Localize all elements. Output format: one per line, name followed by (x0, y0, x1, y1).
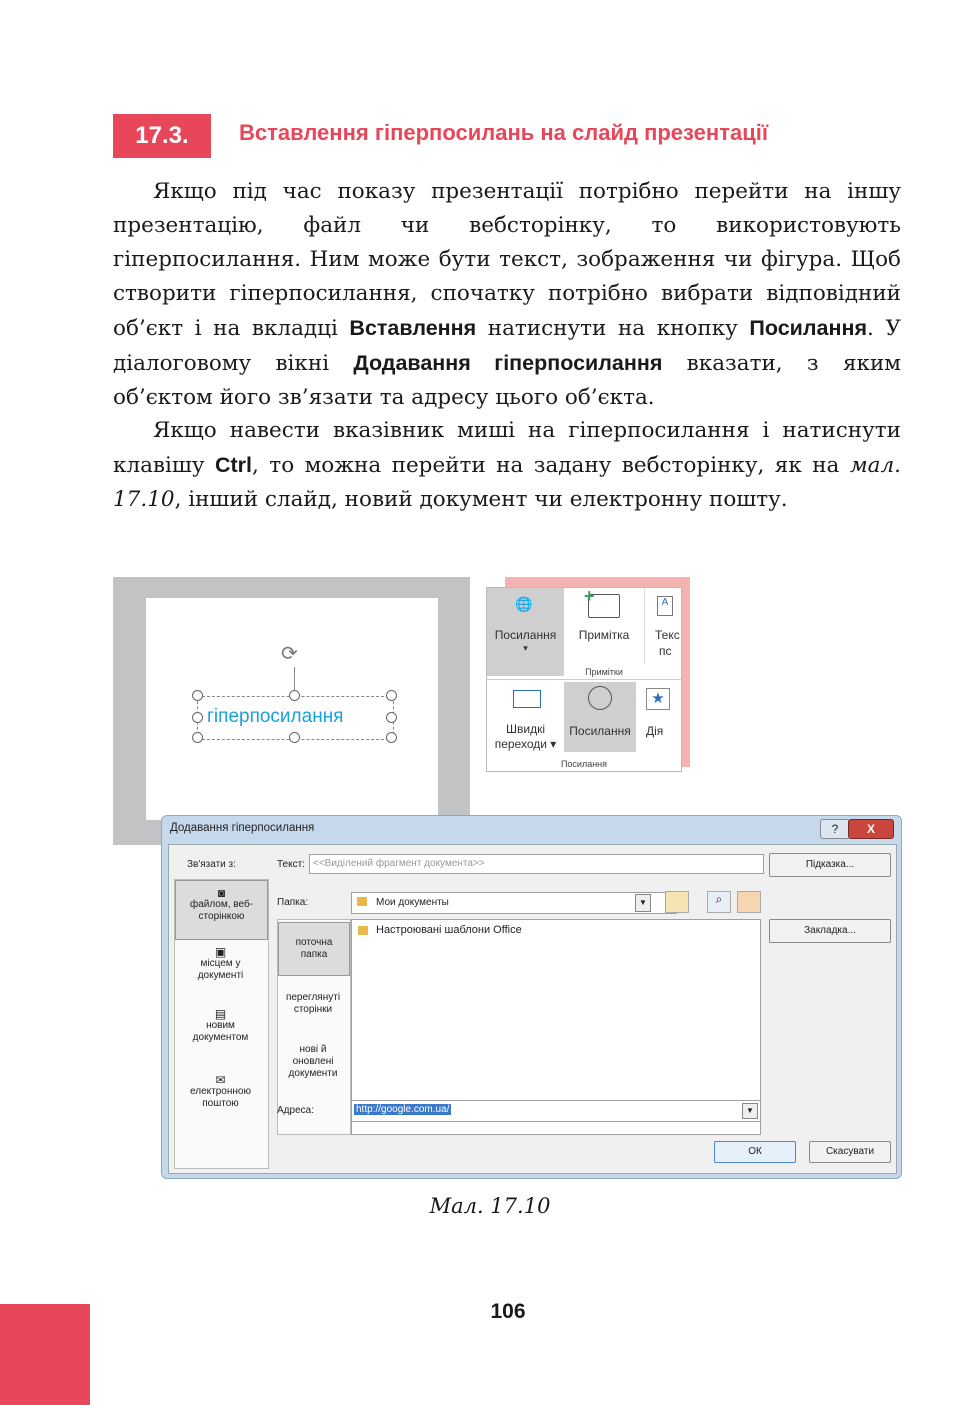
folder-icon (358, 926, 368, 935)
resize-handle-t[interactable] (289, 690, 300, 701)
bookmark-button[interactable]: Закладка... (769, 919, 891, 943)
dialog-title: Додавання гіперпосилання (170, 822, 315, 834)
text-button-partial[interactable] (644, 588, 682, 664)
chevron-down-icon[interactable]: ▼ (635, 894, 651, 912)
globe-file-icon: ◙ (217, 886, 226, 900)
nav-item-label-2: поштою (202, 1098, 239, 1109)
resize-handle-l[interactable] (192, 712, 203, 723)
action-button-label: Дія (646, 724, 664, 738)
nav-item-new-doc[interactable] (175, 1008, 266, 1060)
chevron-down-icon[interactable]: ▼ (742, 1103, 758, 1119)
nav-item-place-in-doc[interactable] (175, 946, 266, 998)
cancel-button[interactable]: Скасувати (809, 1141, 891, 1163)
page-number: 106 (490, 1300, 526, 1323)
ribbon-divider (487, 679, 681, 680)
resize-handle-bl[interactable] (192, 732, 203, 743)
zoom-button[interactable] (489, 682, 562, 756)
email-icon: ✉ (215, 1073, 226, 1087)
place-current-folder[interactable] (278, 922, 350, 976)
link-to-nav (174, 879, 269, 1169)
address-label: Адреса: (277, 1105, 314, 1116)
document-icon: ▣ (214, 945, 227, 959)
nav-item-email[interactable] (175, 1074, 266, 1126)
comment-button[interactable] (566, 588, 642, 664)
place-label: переглянуті (285, 992, 341, 1003)
figure-caption: Мал. 17.10 (429, 1194, 551, 1218)
ok-button[interactable]: ОК (714, 1141, 796, 1163)
insert-hyperlink-dialog (161, 815, 902, 1179)
text-label: Текст: (277, 859, 305, 870)
comment-button-label: Примітка (578, 628, 630, 642)
resize-handle-tl[interactable] (192, 690, 203, 701)
nav-item-label-2: документі (197, 970, 244, 981)
nav-item-label: електронною (190, 1086, 251, 1097)
places-bar (277, 919, 351, 1135)
help-button[interactable]: ? (820, 819, 850, 839)
resize-handle-tr[interactable] (386, 690, 397, 701)
resize-handle-r[interactable] (386, 712, 397, 723)
link-button-bottom-label: Посилання (569, 724, 631, 738)
plus-icon: + (584, 586, 595, 606)
resize-handle-br[interactable] (386, 732, 397, 743)
text-button-label: Текс (655, 628, 680, 642)
link-to-label: Зв'язати з: (187, 859, 236, 870)
hyperlink-text[interactable]: гіперпосилання (207, 706, 344, 727)
place-browsed-pages[interactable] (278, 992, 348, 1032)
folder-icon (357, 897, 367, 906)
file-list-item[interactable]: Настроювані шаблони Office (376, 924, 522, 936)
section-title: Вставлення гіперпосилань на слайд презентації (239, 120, 769, 145)
action-button[interactable] (638, 682, 678, 752)
zoom-icon (513, 690, 541, 708)
place-label-2: папка (300, 949, 328, 960)
browse-file-icon[interactable] (737, 891, 761, 913)
folder-label: Папка: (277, 897, 309, 908)
globe-link-icon (588, 686, 612, 710)
section-number: 17.3. (113, 114, 211, 158)
nav-item-label: місцем у (200, 958, 241, 969)
place-recent-files[interactable] (278, 1044, 348, 1096)
close-button[interactable]: X (848, 819, 894, 839)
new-document-icon: ▤ (214, 1007, 227, 1021)
dialog-body (168, 844, 897, 1174)
place-label-3: документи (288, 1068, 338, 1079)
text-box-icon: A (657, 596, 673, 616)
nav-item-label-2: сторінкою (198, 911, 245, 922)
place-label-2: оновлені (292, 1056, 334, 1067)
corner-decoration (0, 1304, 90, 1405)
paragraph-1: Якщо під час показу презентації потрібно перейти на іншу презентацію, файл чи вебсторінку, то використовують гіперпосилання. Ним може бути текст, зображення чи фігура. Щоб створити гіперпосилання, спочатку потрібно вибрати відповідний об’єкт і на вкладці Вставлення натиснути на кнопку Посилання. У діалоговому вікні Додавання гіперпосилання вказати, з яким об’єктом його зв’язати та адресу цього об’єкта. (113, 179, 902, 410)
dropdown-arrow-icon: ▾ (523, 643, 528, 653)
nav-item-label: файлом, веб- (189, 899, 254, 910)
screentip-button[interactable]: Підказка... (769, 853, 891, 877)
globe-icon: 🌐 (515, 596, 533, 612)
nav-item-label-2: документом (192, 1032, 249, 1043)
text-button-label-2: пс (659, 644, 672, 658)
star-icon: ★ (646, 688, 670, 710)
link-button-top-label: Посилання (494, 628, 557, 642)
zoom-button-label-2: переходи ▾ (494, 737, 557, 751)
address-input[interactable] (351, 1100, 761, 1122)
folder-select[interactable]: Мои документы (351, 892, 677, 914)
search-icon[interactable]: ⌕ (707, 891, 731, 913)
zoom-button-label: Швидкі (506, 722, 545, 736)
address-value: http://google.com.ua/ (356, 1104, 450, 1115)
browse-web-icon[interactable] (665, 891, 689, 913)
place-label-2: сторінки (293, 1004, 333, 1015)
comments-group-label: Примітки (585, 667, 623, 677)
text-to-display-input[interactable]: <<Виділений фрагмент документа>> (309, 854, 764, 874)
nav-item-label: новим (206, 1020, 235, 1031)
rotate-handle-icon[interactable]: ⟳ (281, 641, 298, 665)
resize-handle-b[interactable] (289, 732, 300, 743)
ribbon-fragment (486, 587, 682, 772)
link-button-top[interactable] (487, 588, 564, 676)
place-label: нові й (299, 1044, 327, 1055)
place-label: поточна (295, 937, 333, 948)
link-button-bottom[interactable] (564, 682, 636, 752)
paragraph-2: Якщо навести вказівник миші на гіперпосилання і натиснути клавішу Ctrl, то можна перейти на задану вебсторінку, як на мал. 17.10, інший слайд, новий документ чи електронну пошту. (113, 418, 901, 512)
links-group-label: Посилання (560, 759, 608, 769)
nav-item-file-web[interactable] (175, 880, 268, 940)
